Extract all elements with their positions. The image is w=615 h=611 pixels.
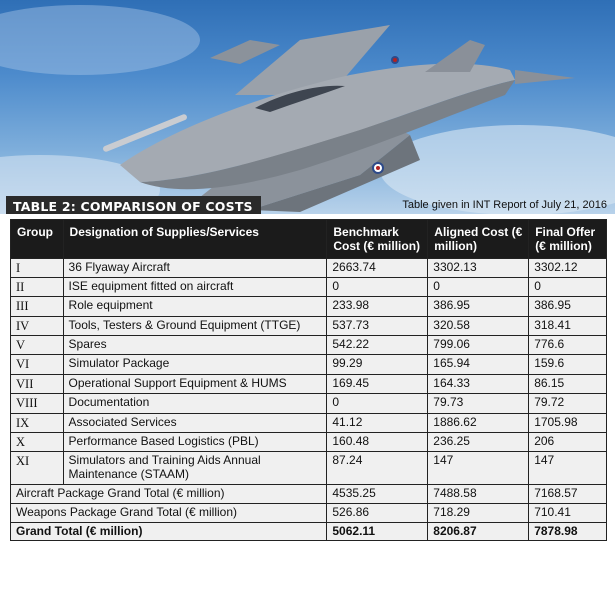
row-group: VI [11, 355, 64, 374]
row-aligned: 3302.13 [428, 258, 529, 277]
table-title: TABLE 2: COMPARISON OF COSTS [6, 196, 261, 214]
row-group: V [11, 336, 64, 355]
row-benchmark: 87.24 [327, 452, 428, 485]
hero-photo [0, 0, 615, 214]
row-final: 386.95 [529, 297, 607, 316]
total-aligned: 718.29 [428, 503, 529, 522]
row-aligned: 0 [428, 277, 529, 296]
row-benchmark: 41.12 [327, 413, 428, 432]
row-final: 147 [529, 452, 607, 485]
row-designation: Role equipment [63, 297, 327, 316]
grand-total-benchmark: 5062.11 [327, 522, 428, 541]
row-final: 0 [529, 277, 607, 296]
table-row [11, 277, 607, 296]
row-aligned: 164.33 [428, 374, 529, 393]
grand-total-row [11, 522, 607, 541]
grand-total-final: 7878.98 [529, 522, 607, 541]
row-aligned: 147 [428, 452, 529, 485]
table-row [11, 432, 607, 451]
total-label: Weapons Package Grand Total (€ million) [11, 503, 327, 522]
row-final: 1705.98 [529, 413, 607, 432]
row-group: I [11, 258, 64, 277]
row-aligned: 799.06 [428, 336, 529, 355]
row-benchmark: 169.45 [327, 374, 428, 393]
row-benchmark: 0 [327, 277, 428, 296]
grand-total-aligned: 8206.87 [428, 522, 529, 541]
row-group: VIII [11, 394, 64, 413]
row-final: 776.6 [529, 336, 607, 355]
row-aligned: 79.73 [428, 394, 529, 413]
row-group: XI [11, 452, 64, 485]
row-final: 79.72 [529, 394, 607, 413]
row-group: III [11, 297, 64, 316]
row-designation: Tools, Testers & Ground Equipment (TTGE) [63, 316, 327, 335]
table-row [11, 258, 607, 277]
total-aligned: 7488.58 [428, 484, 529, 503]
table-row [11, 394, 607, 413]
row-final: 86.15 [529, 374, 607, 393]
total-final: 7168.57 [529, 484, 607, 503]
source-note: Table given in INT Report of July 21, 2016 [402, 199, 607, 211]
row-final: 159.6 [529, 355, 607, 374]
table-row [11, 336, 607, 355]
total-row [11, 503, 607, 522]
row-group: VII [11, 374, 64, 393]
row-designation: Performance Based Logistics (PBL) [63, 432, 327, 451]
row-benchmark: 542.22 [327, 336, 428, 355]
row-aligned: 1886.62 [428, 413, 529, 432]
total-benchmark: 4535.25 [327, 484, 428, 503]
row-benchmark: 0 [327, 394, 428, 413]
row-benchmark: 160.48 [327, 432, 428, 451]
row-designation: Documentation [63, 394, 327, 413]
row-group: IV [11, 316, 64, 335]
row-final: 206 [529, 432, 607, 451]
table-row [11, 355, 607, 374]
row-group: IX [11, 413, 64, 432]
row-group: II [11, 277, 64, 296]
row-designation: Operational Support Equipment & HUMS [63, 374, 327, 393]
table-row [11, 452, 607, 485]
header-designation: Designation of Supplies/Services [63, 220, 327, 259]
table-row [11, 297, 607, 316]
row-aligned: 236.25 [428, 432, 529, 451]
row-benchmark: 233.98 [327, 297, 428, 316]
total-row [11, 484, 607, 503]
table-row [11, 374, 607, 393]
fighter-jet-illustration [0, 0, 615, 214]
header-aligned: Aligned Cost (€ million) [428, 220, 529, 259]
table-row [11, 413, 607, 432]
row-final: 3302.12 [529, 258, 607, 277]
row-designation: Associated Services [63, 413, 327, 432]
row-designation: Simulator Package [63, 355, 327, 374]
row-designation: 36 Flyaway Aircraft [63, 258, 327, 277]
table-body [11, 258, 607, 541]
grand-total-label: Grand Total (€ million) [11, 522, 327, 541]
row-aligned: 320.58 [428, 316, 529, 335]
row-final: 318.41 [529, 316, 607, 335]
row-designation: Spares [63, 336, 327, 355]
total-label: Aircraft Package Grand Total (€ million) [11, 484, 327, 503]
cost-comparison-table [10, 219, 607, 541]
row-group: X [11, 432, 64, 451]
header-final: Final Offer (€ million) [529, 220, 607, 259]
row-benchmark: 537.73 [327, 316, 428, 335]
row-designation: ISE equipment fitted on aircraft [63, 277, 327, 296]
header-benchmark: Benchmark Cost (€ million) [327, 220, 428, 259]
row-aligned: 386.95 [428, 297, 529, 316]
row-benchmark: 99.29 [327, 355, 428, 374]
total-final: 710.41 [529, 503, 607, 522]
total-benchmark: 526.86 [327, 503, 428, 522]
row-aligned: 165.94 [428, 355, 529, 374]
row-designation: Simulators and Training Aids Annual Maintenance (STAAM) [63, 452, 327, 485]
row-benchmark: 2663.74 [327, 258, 428, 277]
table-header [11, 220, 607, 259]
header-group: Group [11, 220, 64, 259]
table-row [11, 316, 607, 335]
